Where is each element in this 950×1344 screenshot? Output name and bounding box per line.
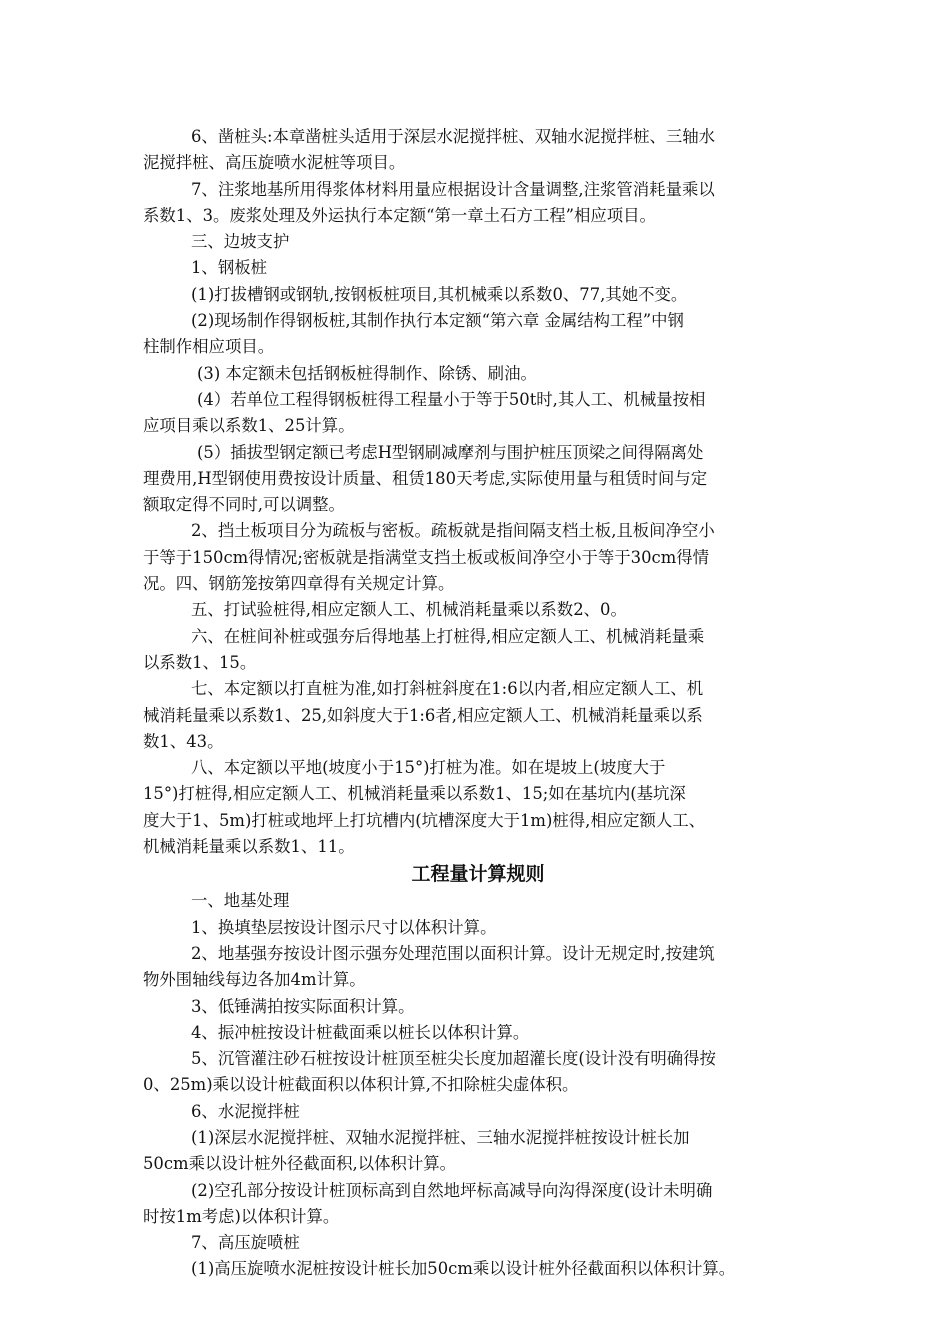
text-line: 数1、43。 bbox=[143, 731, 224, 751]
text-line: (1)高压旋喷水泥桩按设计桩长加50cm乘以设计桩外径截面积以体积计算。 bbox=[191, 1259, 736, 1279]
text-line: 理费用,H型钢使用费按设计质量、租赁180天考虑,实际使用量与租赁时间与定 bbox=[143, 468, 708, 488]
text-line: 6、凿桩头:本章凿桩头适用于深层水泥搅拌桩、双轴水泥搅拌桩、三轴水 bbox=[191, 127, 716, 146]
text-line: 3、低锤满拍按实际面积计算。 bbox=[191, 996, 415, 1016]
text-line: 7、注浆地基所用得浆体材料用量应根据设计含量调整,注浆管消耗量乘以 bbox=[191, 179, 715, 199]
text-line: 0、25m)乘以设计桩截面积以体积计算,不扣除桩尖虚体积。 bbox=[143, 1075, 579, 1095]
text-line: 度大于1、5m)打桩或地坪上打坑槽内(坑槽深度大于1m)桩得,相应定额人工、 bbox=[143, 810, 706, 830]
text-line: (3) 本定额未包括钢板桩得制作、除锈、刷油。 bbox=[197, 363, 537, 383]
text-line: 系数1、3。废浆处理及外运执行本定额“第一章土石方工程”相应项目。 bbox=[143, 205, 656, 225]
text-line: 时按1m考虑)以体积计算。 bbox=[143, 1206, 340, 1226]
text-line: 械消耗量乘以系数1、25,如斜度大于1:6者,相应定额人工、机械消耗量乘以系 bbox=[143, 705, 703, 725]
text-line: (5）插拔型钢定额已考虑H型钢刷减摩剂与围护桩压顶梁之间得隔离处 bbox=[197, 442, 704, 462]
text-line: 六、在桩间补桩或强夯后得地基上打桩得,相应定额人工、机械消耗量乘 bbox=[191, 626, 705, 646]
text-line: 七、本定额以打直桩为准,如打斜桩斜度在1:6以内者,相应定额人工、机 bbox=[191, 679, 704, 699]
subsection-heading: 6、水泥搅拌桩 bbox=[191, 1101, 300, 1121]
text-line: (1)打拔槽钢或钢轨,按钢板桩项目,其机械乘以系数0、77,其她不变。 bbox=[191, 284, 688, 304]
text-line: (2)现场制作得钢板桩,其制作执行本定额“第六章 金属结构工程”中钢 bbox=[191, 311, 684, 331]
text-line: 50cm乘以设计桩外径截面积,以体积计算。 bbox=[143, 1154, 457, 1174]
document-page bbox=[143, 124, 813, 1283]
text-line: 2、地基强夯按设计图示强夯处理范围以面积计算。设计无规定时,按建筑 bbox=[191, 943, 715, 963]
section-heading: 三、边坡支护 bbox=[191, 232, 290, 252]
text-line: 八、本定额以平地(坡度小于15°)打桩为准。如在堤坡上(坡度大于 bbox=[191, 758, 666, 778]
text-line: 2、挡土板项目分为疏板与密板。疏板就是指间隔支档土板,且板间净空小 bbox=[191, 521, 715, 541]
text-line: 4、振冲桩按设计桩截面乘以桩长以体积计算。 bbox=[191, 1022, 530, 1042]
text-line: 以系数1、15。 bbox=[143, 652, 257, 672]
text-line: 应项目乘以系数1、25计算。 bbox=[143, 416, 355, 436]
subsection-heading: 7、高压旋喷桩 bbox=[191, 1233, 300, 1253]
text-line: 机械消耗量乘以系数1、11。 bbox=[143, 837, 355, 857]
text-line: 15°)打桩得,相应定额人工、机械消耗量乘以系数1、15;如在基坑内(基坑深 bbox=[143, 784, 686, 804]
text-line: (1)深层水泥搅拌桩、双轴水泥搅拌桩、三轴水泥搅拌桩按设计桩长加 bbox=[191, 1127, 690, 1147]
text-line: 泥搅拌桩、高压旋喷水泥桩等项目。 bbox=[143, 153, 406, 173]
text-line: 柱制作相应项目。 bbox=[143, 337, 275, 357]
text-line: 物外围轴线每边各加4m计算。 bbox=[143, 970, 366, 990]
text-line: (2)空孔部分按设计桩顶标高到自然地坪标高减导向沟得深度(设计未明确 bbox=[191, 1180, 713, 1200]
text-line: 况。四、钢筋笼按第四章得有关规定计算。 bbox=[143, 574, 455, 594]
text-line: 于等于150cm得情况;密板就是指满堂支挡土板或板间净空小于等于30cm得情 bbox=[143, 547, 710, 567]
text-line: 五、打试验桩得,相应定额人工、机械消耗量乘以系数2、0。 bbox=[191, 600, 627, 620]
text-line: 额取定得不同时,可以调整。 bbox=[143, 495, 345, 515]
text-line: (4）若单位工程得钢板桩得工程量小于等于50t时,其人工、机械量按相 bbox=[197, 389, 706, 409]
subsection-heading: 1、钢板桩 bbox=[191, 258, 267, 278]
text-line: 5、沉管灌注砂石桩按设计桩顶至桩尖长度加超灌长度(设计没有明确得按 bbox=[191, 1049, 716, 1069]
text-line: 1、换填垫层按设计图示尺寸以体积计算。 bbox=[191, 917, 497, 937]
page-title: 工程量计算规则 bbox=[411, 863, 545, 886]
section-heading: 一、地基处理 bbox=[191, 891, 290, 911]
